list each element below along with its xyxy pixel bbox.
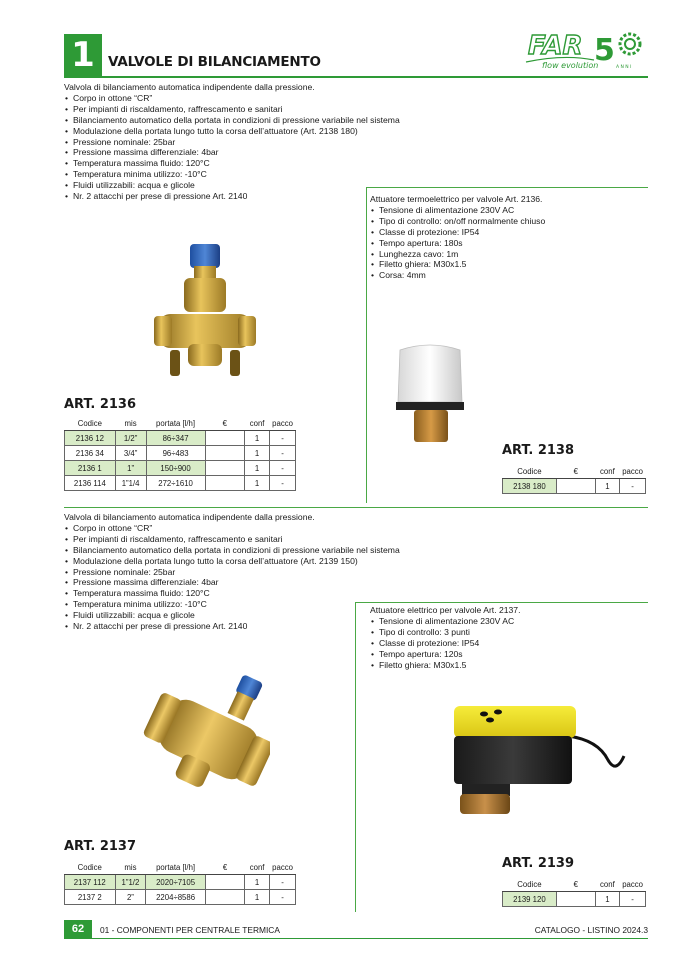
cell-code: 2136 12 xyxy=(65,431,116,446)
cell-pack: - xyxy=(270,431,296,446)
col-header: pacco xyxy=(270,417,296,431)
feature-item: • Fluidi utilizzabili: acqua e glicole xyxy=(64,180,424,191)
col-header: conf xyxy=(245,417,270,431)
table-row xyxy=(503,479,646,494)
cell-size: 2” xyxy=(115,890,146,905)
chapter-title: VALVOLE DI BILANCIAMENTO xyxy=(108,54,321,70)
feature-item: • Corpo in ottone “CR” xyxy=(64,93,424,104)
cell-flow: 96÷483 xyxy=(146,446,205,461)
col-header: Codice xyxy=(65,861,116,875)
col-header: Codice xyxy=(503,878,557,892)
feature-item: • Filetto ghiera: M30x1.5 xyxy=(370,660,644,671)
feature-item: • Temperatura minima utilizzo: -10°C xyxy=(64,599,424,610)
feature-item: • Lunghezza cavo: 1m xyxy=(370,249,644,260)
valve-2136-image xyxy=(150,238,260,383)
footer-divider xyxy=(64,938,648,939)
cell-price xyxy=(205,476,244,491)
table-2139 xyxy=(502,878,646,907)
chapter-number-badge: 1 xyxy=(64,34,102,76)
col-header: pacco xyxy=(270,861,296,875)
col-header: € xyxy=(205,861,244,875)
feature-item: • Tipo di controllo: on/off normalmente chiuso xyxy=(370,216,644,227)
table-row xyxy=(65,476,296,491)
cell-conf: 1 xyxy=(595,479,620,494)
cell-size: 1”1/4 xyxy=(115,476,146,491)
logo-number: 5 xyxy=(594,33,615,68)
cell-size: 1/2” xyxy=(115,431,146,446)
section-divider xyxy=(64,507,648,508)
actuator2-panel-border xyxy=(355,602,356,912)
feature-item: • Corpo in ottone “CR” xyxy=(64,523,424,534)
cell-price xyxy=(556,479,595,494)
feature-item: • Bilanciamento automatico della portata in condizioni di pressione variabile nel sistema xyxy=(64,115,424,126)
feature-item: • Modulazione della portata lungo tutto la corsa dell’attuatore (Art. 2138 180) xyxy=(64,126,424,137)
cell-pack: - xyxy=(620,892,646,907)
feature-item: • Modulazione della portata lungo tutto la corsa dell’attuatore (Art. 2139 150) xyxy=(64,556,424,567)
col-header: € xyxy=(205,417,244,431)
cell-price xyxy=(205,875,244,890)
cell-flow: 86÷347 xyxy=(146,431,205,446)
section1-intro: Valvola di bilanciamento automatica indipendente dalla pressione. xyxy=(64,82,315,92)
actuator2-intro: Attuatore elettrico per valvole Art. 2137. xyxy=(370,605,521,615)
cell-code: 2136 114 xyxy=(65,476,116,491)
table-row xyxy=(65,446,296,461)
actuator-2139-image xyxy=(448,700,628,820)
col-header: portata [l/h] xyxy=(146,417,205,431)
table-row xyxy=(65,890,296,905)
cell-code: 2137 2 xyxy=(65,890,116,905)
cell-pack: - xyxy=(270,461,296,476)
actuator1-panel-top xyxy=(366,187,648,188)
article-2137-title: ART. 2137 xyxy=(64,839,137,854)
cell-conf: 1 xyxy=(245,461,270,476)
actuator2-panel-top xyxy=(355,602,648,603)
feature-item: • Per impianti di riscaldamento, raffrescamento e sanitari xyxy=(64,534,424,545)
cell-conf: 1 xyxy=(245,476,270,491)
col-header: Codice xyxy=(503,465,557,479)
feature-item: • Temperatura minima utilizzo: -10°C xyxy=(64,169,424,180)
cell-flow: 150÷900 xyxy=(146,461,205,476)
feature-item: • Temperatura massima fluido: 120°C xyxy=(64,158,424,169)
feature-item: • Filetto ghiera: M30x1.5 xyxy=(370,259,644,270)
cell-pack: - xyxy=(270,875,296,890)
feature-item: • Tensione di alimentazione 230V AC xyxy=(370,616,644,627)
page-number: 62 xyxy=(64,920,92,938)
cell-price xyxy=(205,461,244,476)
col-header: pacco xyxy=(620,878,646,892)
table-row xyxy=(65,431,296,446)
feature-item: • Pressione nominale: 25bar xyxy=(64,137,424,148)
col-header: portata [l/h] xyxy=(146,861,206,875)
col-header: € xyxy=(556,878,595,892)
table-row xyxy=(65,461,296,476)
feature-item: • Bilanciamento automatico della portata in condizioni di pressione variabile nel sistema xyxy=(64,545,424,556)
feature-item: • Tempo apertura: 180s xyxy=(370,238,644,249)
feature-item: • Tipo di controllo: 3 punti xyxy=(370,627,644,638)
actuator1-features xyxy=(370,205,644,281)
logo-tagline: flow evolution xyxy=(542,61,599,70)
feature-item: • Corsa: 4mm xyxy=(370,270,644,281)
cell-code: 2136 1 xyxy=(65,461,116,476)
cell-pack: - xyxy=(620,479,646,494)
col-header: mis xyxy=(115,861,146,875)
col-header: Codice xyxy=(65,417,116,431)
cell-flow: 2020÷7105 xyxy=(146,875,206,890)
table-row xyxy=(65,875,296,890)
header-divider xyxy=(64,76,648,78)
cell-size: 1”1/2 xyxy=(115,875,146,890)
cell-conf: 1 xyxy=(245,446,270,461)
feature-item: • Per impianti di riscaldamento, raffrescamento e sanitari xyxy=(64,104,424,115)
cell-pack: - xyxy=(270,476,296,491)
feature-item: • Pressione massima differenziale: 4bar xyxy=(64,577,424,588)
feature-item: • Temperatura massima fluido: 120°C xyxy=(64,588,424,599)
cell-size: 1” xyxy=(115,461,146,476)
table-2136 xyxy=(64,417,296,491)
cell-code: 2138 180 xyxy=(503,479,557,494)
cell-code: 2136 34 xyxy=(65,446,116,461)
feature-item: • Nr. 2 attacchi per prese di pressione Art. 2140 xyxy=(64,191,424,202)
feature-item: • Classe di protezione: IP54 xyxy=(370,638,644,649)
actuator2-description xyxy=(370,605,644,670)
col-header: conf xyxy=(595,878,620,892)
section1-features xyxy=(64,93,424,202)
cell-price xyxy=(556,892,595,907)
col-header: € xyxy=(556,465,595,479)
logo-text: FAR xyxy=(528,31,583,61)
cell-price xyxy=(205,431,244,446)
cell-code: 2139 120 xyxy=(503,892,557,907)
cell-flow: 272÷1610 xyxy=(146,476,205,491)
actuator1-description xyxy=(370,194,644,281)
cell-code: 2137 112 xyxy=(65,875,116,890)
feature-item: • Tensione di alimentazione 230V AC xyxy=(370,205,644,216)
cell-price xyxy=(205,890,244,905)
section1-description xyxy=(64,82,424,202)
article-2136-title: ART. 2136 xyxy=(64,397,137,412)
article-2138-title: ART. 2138 xyxy=(502,443,575,458)
cell-conf: 1 xyxy=(595,892,620,907)
cell-pack: - xyxy=(270,890,296,905)
cell-pack: - xyxy=(270,446,296,461)
cell-price xyxy=(205,446,244,461)
table-2137 xyxy=(64,861,296,905)
actuator1-intro: Attuatore termoelettrico per valvole Art. 2136. xyxy=(370,194,543,204)
actuator2-features xyxy=(370,616,644,671)
col-header: conf xyxy=(595,465,620,479)
cell-size: 3/4” xyxy=(115,446,146,461)
table-row xyxy=(503,892,646,907)
feature-item: • Fluidi utilizzabili: acqua e glicole xyxy=(64,610,424,621)
logo-sub: A N N I xyxy=(616,65,632,70)
cell-flow: 2204÷8586 xyxy=(146,890,206,905)
cell-conf: 1 xyxy=(245,875,270,890)
article-2139-title: ART. 2139 xyxy=(502,856,575,871)
feature-item: • Pressione nominale: 25bar xyxy=(64,567,424,578)
footer-catalog: CATALOGO - LISTINO 2024.3 xyxy=(534,925,648,935)
valve-2137-image xyxy=(140,660,270,810)
feature-item: • Tempo apertura: 120s xyxy=(370,649,644,660)
table-2138 xyxy=(502,465,646,494)
far-logo xyxy=(524,24,648,74)
cell-conf: 1 xyxy=(245,890,270,905)
col-header: conf xyxy=(245,861,270,875)
feature-item: • Classe di protezione: IP54 xyxy=(370,227,644,238)
feature-item: • Nr. 2 attacchi per prese di pressione Art. 2140 xyxy=(64,621,424,632)
cell-conf: 1 xyxy=(245,431,270,446)
footer-section: 01 - COMPONENTI PER CENTRALE TERMICA xyxy=(100,925,280,935)
actuator-2138-image xyxy=(392,338,468,448)
col-header: mis xyxy=(115,417,146,431)
col-header: pacco xyxy=(620,465,646,479)
actuator1-panel-border xyxy=(366,187,367,503)
feature-item: • Pressione massima differenziale: 4bar xyxy=(64,147,424,158)
section2-intro: Valvola di bilanciamento automatica indipendente dalla pressione. xyxy=(64,512,315,522)
